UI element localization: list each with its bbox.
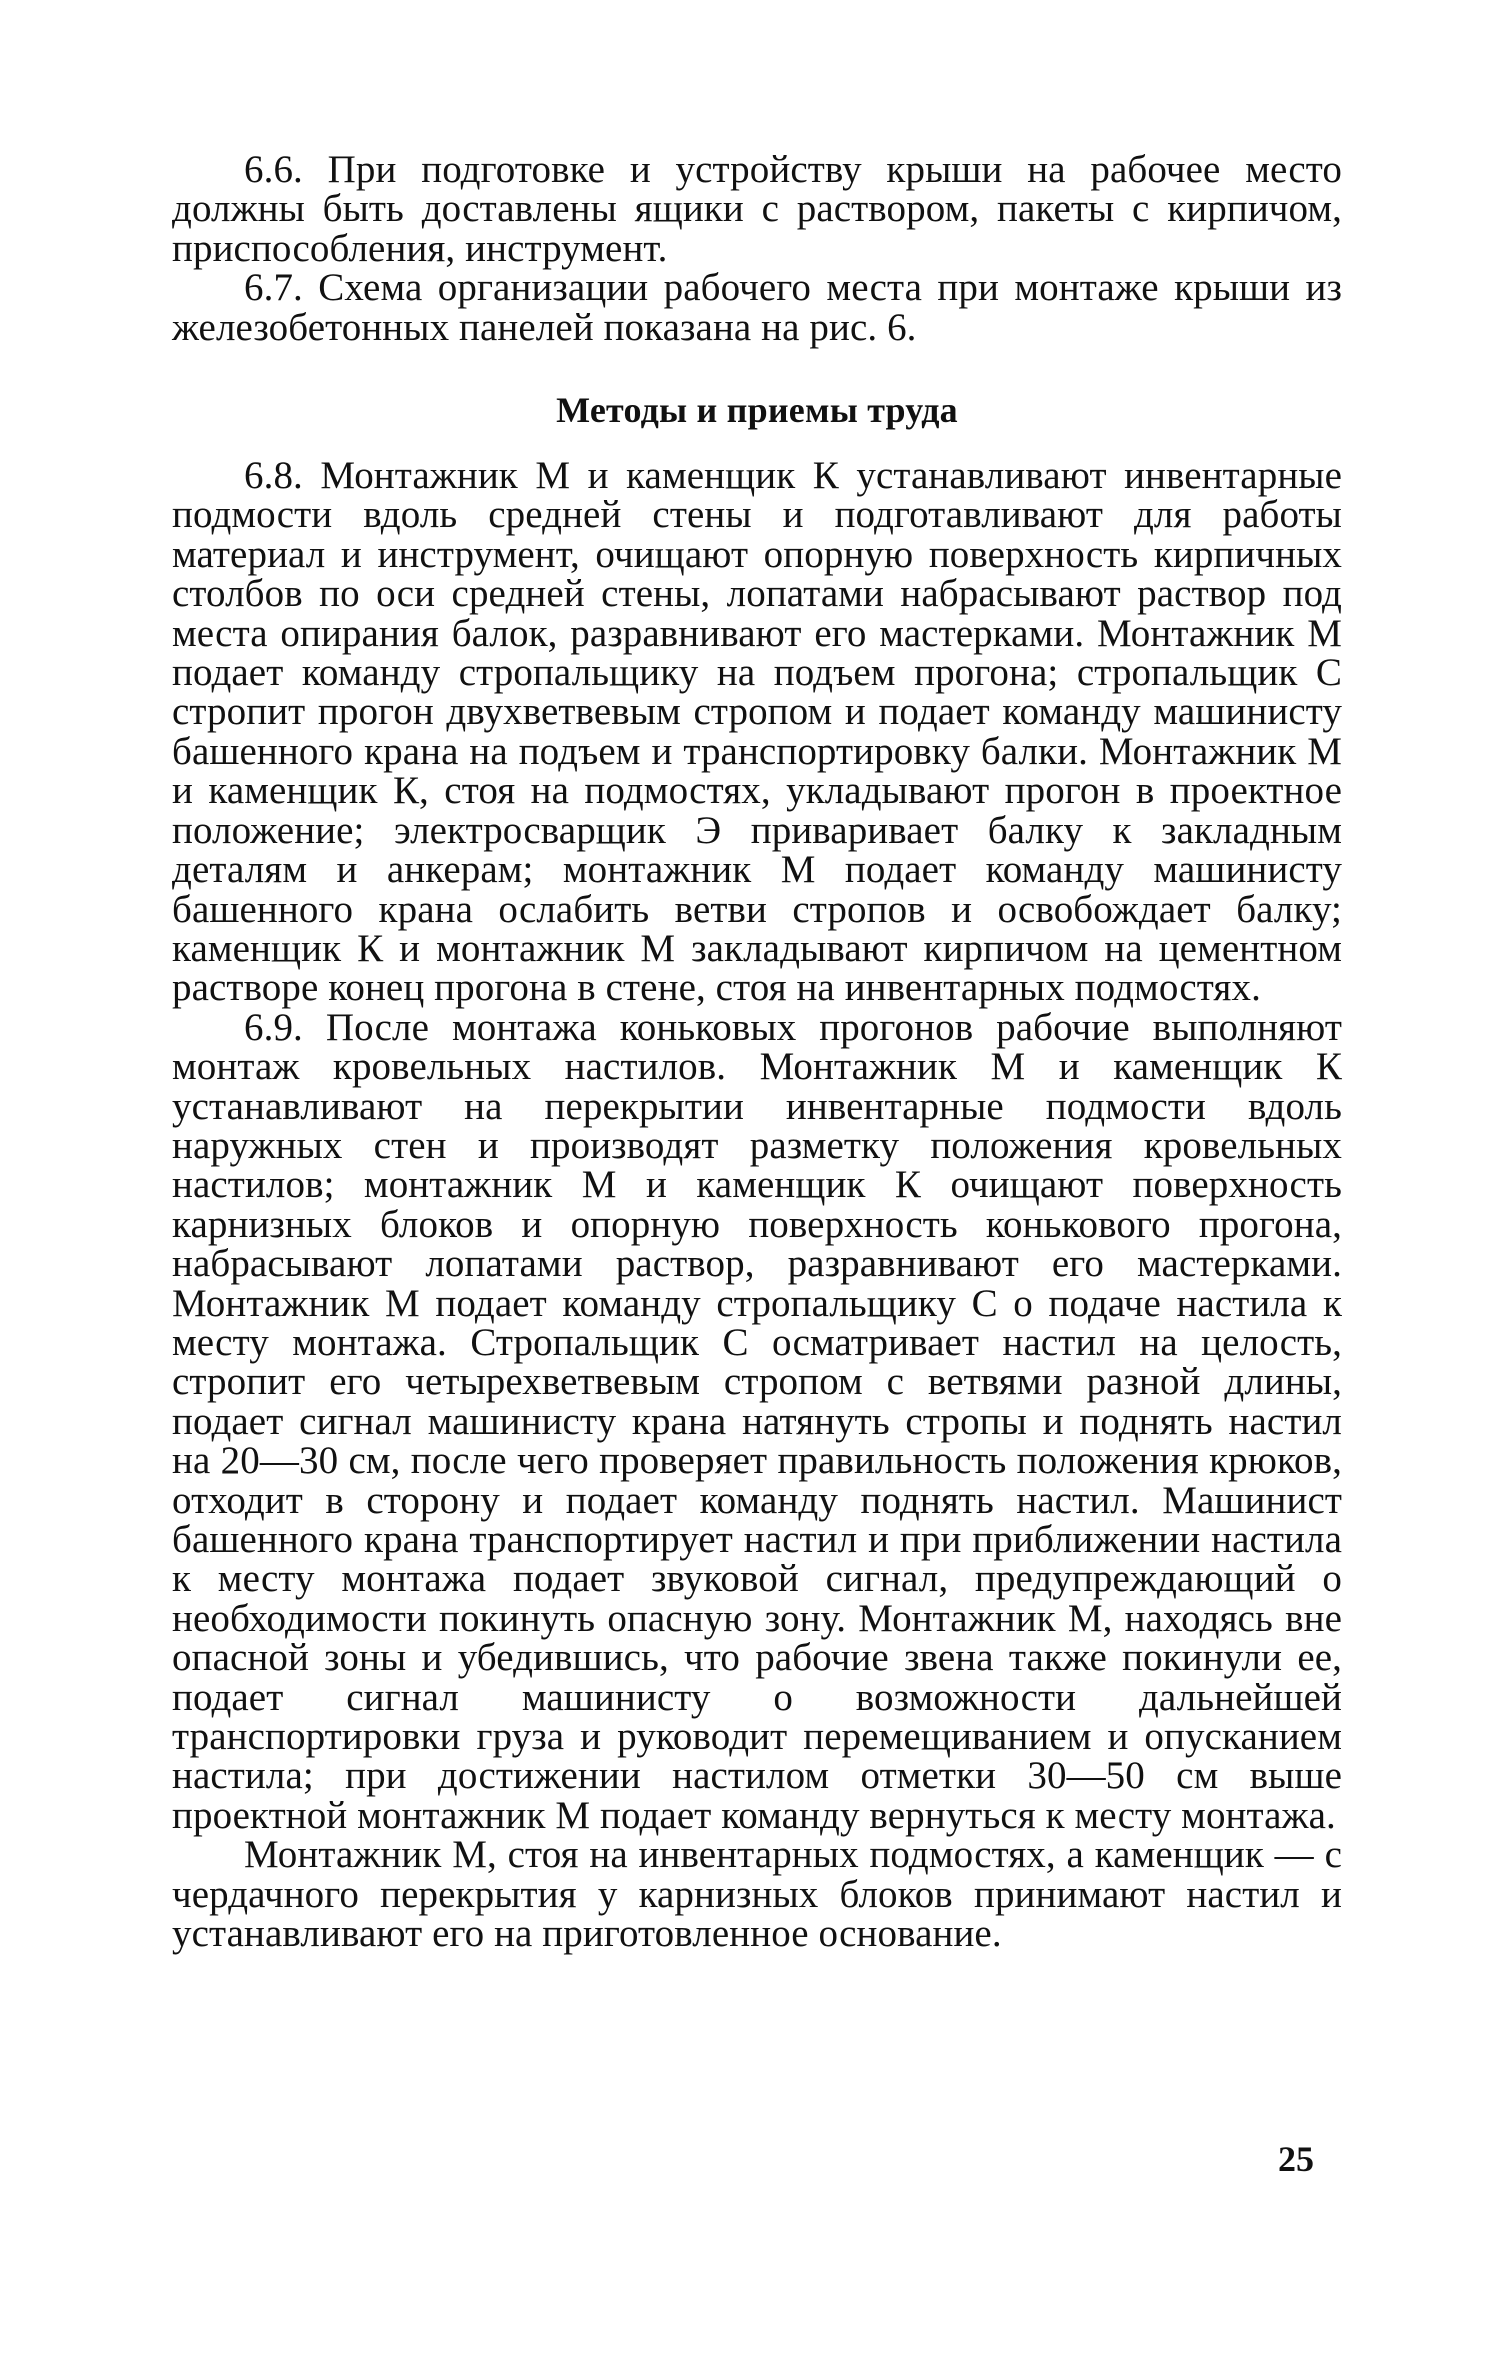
paragraph-closing: Монтажник М, стоя на инвентарных подмостях, а каменщик — с чердачного перекрытия у карнизных блоков принимают настил и устанавливают его на приготовленное основание. bbox=[172, 1833, 1342, 1956]
page-number: 25 bbox=[1278, 2139, 1314, 2179]
paragraph-6-8: 6.8. Монтажник М и каменщик К устанавливают инвентарные подмости вдоль средней стены и подготавливают для работы материал и инструмент, очищают опорную поверхность кирпичных столбов по оси средней стены, лопатами набрасывают раствор под места опирания балок, разравнивают его мастерками. Монтажник М подает команду стропальщику на подъем прогона; стропальщик С стропит прогон двухветвевым стропом и подает команду машинисту башенного крана на подъем и транспортировку балки. Монтажник М и каменщик К, стоя на подмостях, укладывают прогон в проектное положение; электросварщик Э приваривает балку к закладным деталям и анкерам; монтажник М подает команду машинисту башенного крана ослабить ветви стропов и освобождает балку; каменщик К и монтажник М закладывают кирпичом на цементном растворе конец прогона в стене, стоя на инвентарных подмостях. bbox=[172, 454, 1342, 1010]
paragraph-6-6: 6.6. При подготовке и устройству крыши на рабочее место должны быть доставлены ящики с раствором, пакеты с кирпичом, приспособления, инструмент. bbox=[172, 148, 1342, 270]
page-body bbox=[172, 148, 1342, 1956]
paragraph-6-7: 6.7. Схема организации рабочего места при монтаже крыши из железобетонных панелей показана на рис. 6. bbox=[172, 266, 1342, 349]
paragraph-6-9: 6.9. После монтажа коньковых прогонов рабочие выполняют монтаж кровельных настилов. Монтажник М и каменщик К устанавливают на перекрытии инвентарные подмости вдоль наружных стен и производят разметку положения кровельных настилов; монтажник М и каменщик К очищают поверхность карнизных блоков и опорную поверхность конькового прогона, набрасывают лопатами раствор, разравнивают его мастерками. Монтажник М подает команду стропальщику С о подаче настила к месту монтажа. Стропальщик С осматривает настил на целость, стропит его четырехветвевым стропом с ветвями разной длины, подает сигнал машинисту крана натянуть стропы и поднять настил на 20—30 см, после чего проверяет правильность положения крюков, отходит в сторону и подает команду поднять настил. Машинист башенного крана транспортирует настил и при приближении настила к месту монтажа подает звуковой сигнал, предупреждающий о необходимости покинуть опасную зону. Монтажник М, находясь вне опасной зоны и убедившись, что рабочие звена также покинули ее, подает сигнал машинисту о возможности дальнейшей транспортировки груза и руководит перемещиванием и опусканием настила; при достижении настилом отметки 30—50 см выше проектной монтажник М подает команду вернуться к месту монтажа. bbox=[172, 1005, 1342, 1837]
section-heading: Методы и приемы труда bbox=[556, 390, 958, 431]
